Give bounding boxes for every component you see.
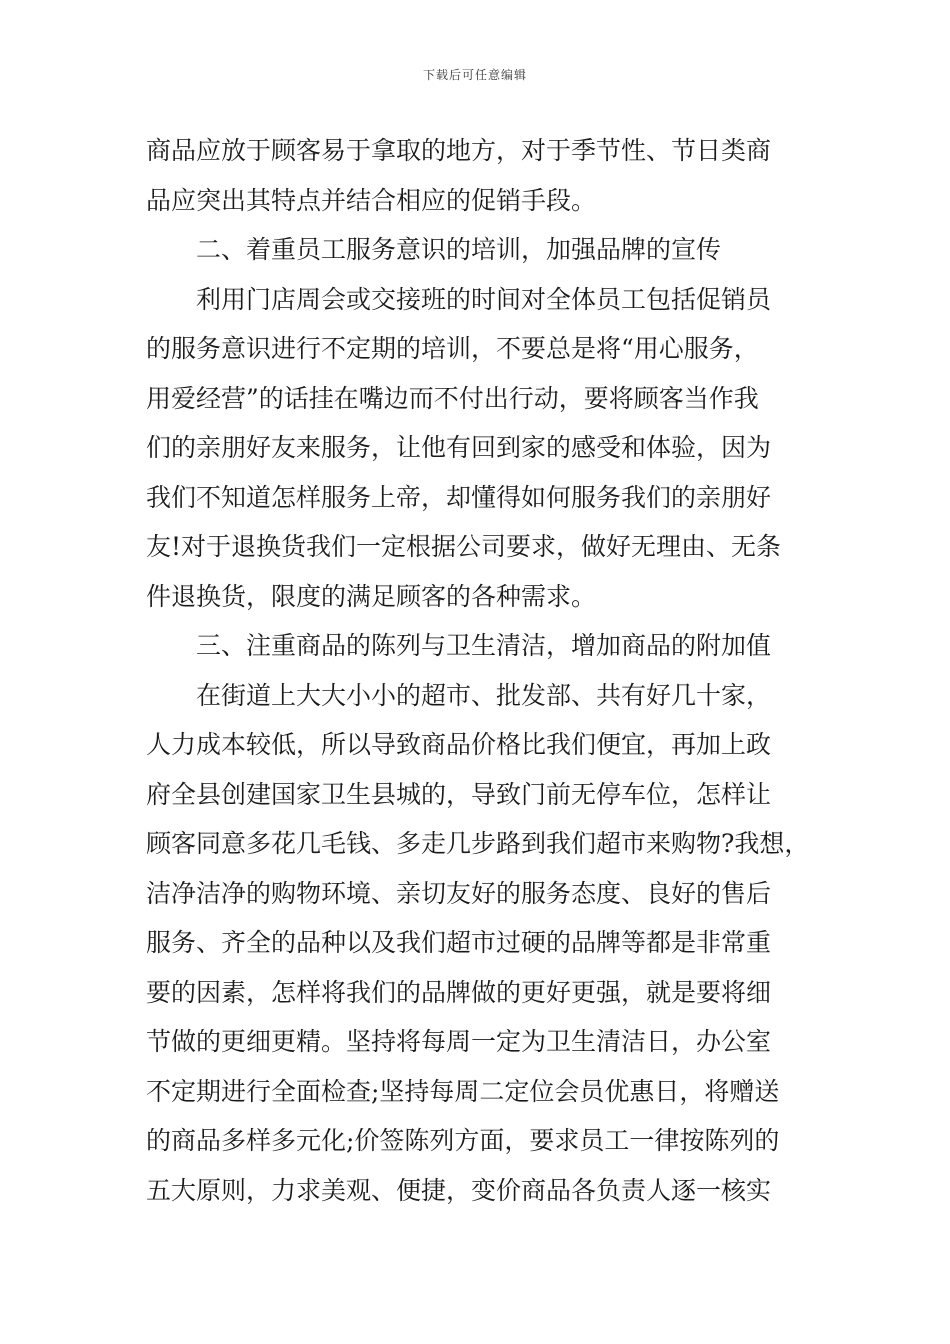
text-line: 要的因素，怎样将我们的品牌做的更好更强，就是要将细: [146, 977, 772, 1007]
section-heading: 三、注重商品的陈列与卫生清洁，增加商品的附加值: [196, 631, 772, 660]
text-line: 件退换货，限度的满足顾客的各种需求。: [146, 581, 597, 611]
text-line: 用爱经营”的话挂在嘴边而不付出行动，要将顾客当作我: [146, 383, 759, 413]
text-line: 友!对于退换货我们一定根据公司要求，做好无理由、无条: [146, 532, 782, 561]
paragraph-start: 在街道上大大小小的超市、批发部、共有好几十家，: [196, 680, 772, 710]
text-line: 节做的更细更精。坚持将每周一定为卫生清洁日，办公室: [146, 1027, 772, 1056]
text-line: 顾客同意多花几毛钱、多走几步路到我们超市来购物?我想，: [146, 829, 810, 858]
text-line: 的服务意识进行不定期的培训，不要总是将“用心服务，: [146, 334, 759, 363]
text-line: 的商品多样多元化;价签陈列方面，要求员工一律按陈列的: [146, 1126, 780, 1155]
text-line: 洁净洁净的购物环境、亲切友好的服务态度、良好的售后: [146, 878, 772, 908]
text-line: 商品应放于顾客易于拿取的地方，对于季节性、节日类商: [146, 136, 772, 165]
text-line: 府全县创建国家卫生县城的，导致门前无停车位，怎样让: [146, 779, 772, 809]
paragraph-start: 利用门店周会或交接班的时间对全体员工包括促销员: [196, 284, 772, 314]
document-body: [146, 126, 826, 1215]
page-header: 下载后可任意编辑: [422, 68, 527, 82]
text-line: 不定期进行全面检查;坚持每周二定位会员优惠日，将赠送: [146, 1076, 780, 1106]
text-line: 品应突出其特点并结合相应的促销手段。: [146, 185, 597, 215]
text-line: 服务、齐全的品种以及我们超市过硬的品牌等都是非常重: [146, 928, 772, 957]
text-line: 们的亲朋好友来服务，让他有回到家的感受和体验，因为: [146, 433, 772, 462]
text-line: 人力成本较低，所以导致商品价格比我们便宜，再加上政: [146, 730, 772, 759]
text-line: 五大原则，力求美观、便捷，变价商品各负责人逐一核实: [146, 1175, 772, 1205]
section-heading: 二、着重员工服务意识的培训，加强品牌的宣传: [196, 235, 722, 264]
text-line: 我们不知道怎样服务上帝，却懂得如何服务我们的亲朋好: [146, 482, 772, 512]
